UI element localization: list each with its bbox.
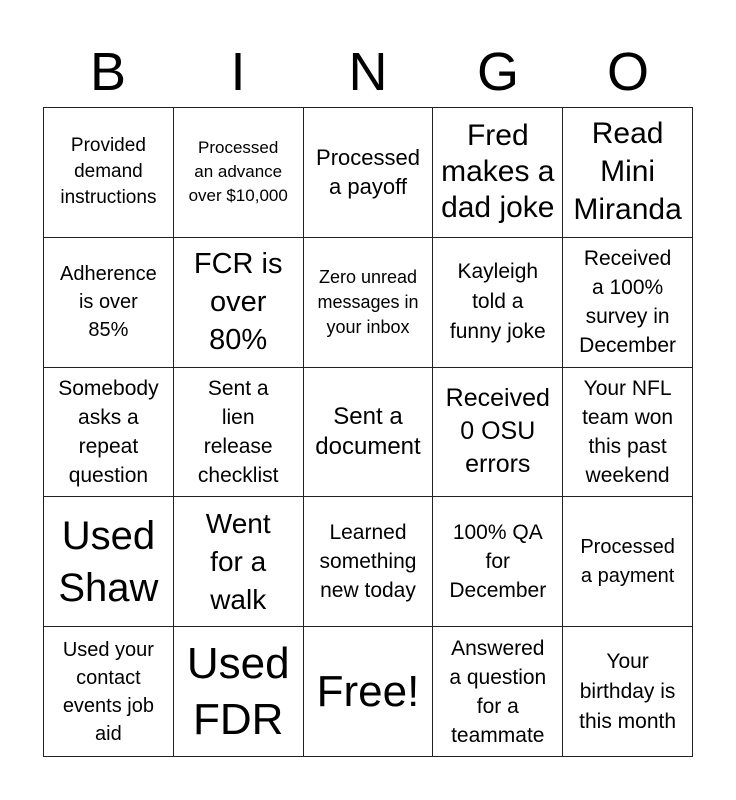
bingo-cell-r2c5[interactable] xyxy=(563,238,693,368)
cell-text: Went for a walk xyxy=(205,507,271,615)
bingo-cell-r2c2[interactable] xyxy=(174,238,304,368)
cell-text: Your birthday is this month xyxy=(579,649,677,733)
bingo-card-grid xyxy=(43,107,693,757)
cell-text: Provided demand instructions xyxy=(60,135,157,209)
bingo-cell-r5c2[interactable] xyxy=(174,627,304,757)
bingo-cell-free[interactable] xyxy=(304,627,434,757)
bingo-cell-r3c3[interactable] xyxy=(304,368,434,498)
bingo-cell-r4c1[interactable] xyxy=(44,497,174,627)
bingo-cell-r1c2[interactable] xyxy=(174,108,304,238)
cell-text: Used FDR xyxy=(186,638,290,744)
cell-text: Received 0 OSU errors xyxy=(445,384,550,479)
cell-text: Kayleigh told a funny joke xyxy=(449,260,546,344)
cell-text: Answered a question for a teammate xyxy=(449,636,547,747)
cell-text: Learned something new today xyxy=(319,521,417,603)
bingo-cell-r1c1[interactable] xyxy=(44,108,174,238)
header-letter-o: O xyxy=(606,42,649,102)
header-letter-i: I xyxy=(230,42,246,102)
cell-text: Zero unread messages in your inbox xyxy=(317,266,419,337)
bingo-cell-r3c5[interactable] xyxy=(563,368,693,498)
cell-text: Read Mini Miranda xyxy=(573,117,682,227)
bingo-cell-r1c5[interactable] xyxy=(563,108,693,238)
cell-text: Used Shaw xyxy=(58,513,159,610)
bingo-cell-r4c5[interactable] xyxy=(563,497,693,627)
header-letter-n: N xyxy=(348,42,388,102)
cell-text: Used your contact events job aid xyxy=(62,638,154,745)
bingo-cell-r2c4[interactable] xyxy=(433,238,563,368)
bingo-cell-r3c2[interactable] xyxy=(174,368,304,498)
cell-text: Sent a lien release checklist xyxy=(197,376,279,487)
bingo-cell-r2c3[interactable] xyxy=(304,238,434,368)
bingo-cell-r4c3[interactable] xyxy=(304,497,434,627)
bingo-cell-r1c4[interactable] xyxy=(433,108,563,238)
cell-text: Processed a payoff xyxy=(316,145,420,200)
bingo-cell-r5c5[interactable] xyxy=(563,627,693,757)
bingo-cell-r1c3[interactable] xyxy=(304,108,434,238)
header-letter-g: G xyxy=(476,42,519,102)
cell-text: Fred makes a dad joke xyxy=(441,119,555,225)
header-letter-b: B xyxy=(89,42,127,102)
bingo-cell-r3c1[interactable] xyxy=(44,368,174,498)
free-space-text: Free! xyxy=(316,666,420,716)
cell-text: 100% QA for December xyxy=(449,521,547,603)
cell-text: FCR is over 80% xyxy=(193,248,283,357)
cell-text: Your NFL team won this past weekend xyxy=(582,376,674,487)
bingo-cell-r5c1[interactable] xyxy=(44,627,174,757)
bingo-cell-r5c4[interactable] xyxy=(433,627,563,757)
cell-text: Sent a document xyxy=(315,402,421,460)
cell-text: Adherence is over 85% xyxy=(60,263,157,342)
cell-text: Received a 100% survey in December xyxy=(579,247,677,358)
bingo-header xyxy=(43,40,693,104)
cell-text: Processed a payment xyxy=(580,535,675,587)
bingo-cell-r3c4[interactable] xyxy=(433,368,563,498)
bingo-cell-r2c1[interactable] xyxy=(44,238,174,368)
cell-text: Processed an advance over $10,000 xyxy=(188,138,288,206)
bingo-cell-r4c4[interactable] xyxy=(433,497,563,627)
cell-text: Somebody asks a repeat question xyxy=(58,376,159,487)
bingo-cell-r4c2[interactable] xyxy=(174,497,304,627)
